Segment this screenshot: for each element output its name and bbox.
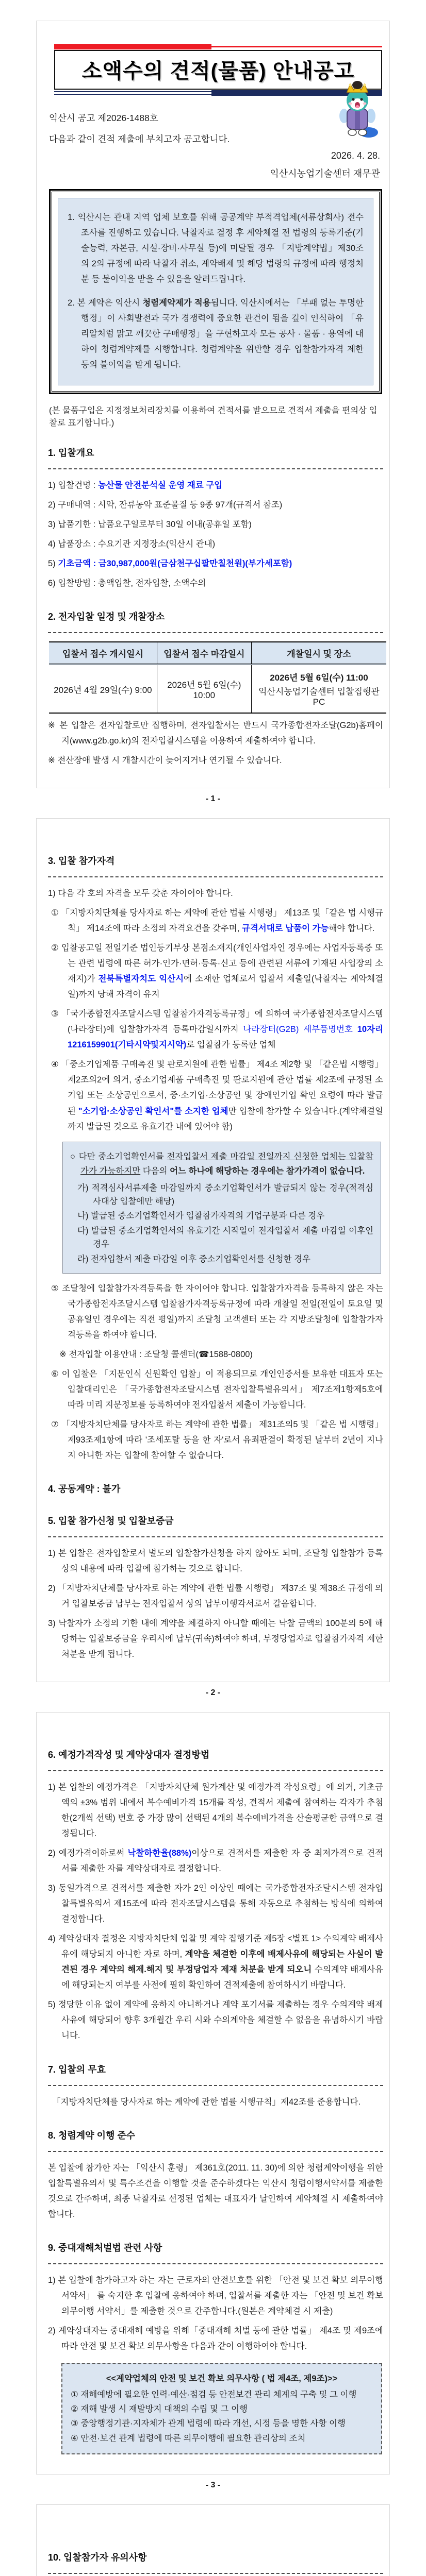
cell-opening xyxy=(251,665,386,714)
text-segment: 2) 계약상대자는 중대재해 예방을 위해「중대재해 처벌 등에 관한 법률」 제4조 및 제9조에 따라 안전 및 보건 확보 의무사항을 다음과 같이 이행하여야 합니다. xyxy=(48,2326,383,2351)
page-2 xyxy=(36,818,390,1682)
qualification-intro xyxy=(48,886,383,901)
text-segment: 청렴계약제가 적용 xyxy=(142,298,211,308)
text-segment: 라) 전자입찰서 제출 마감일 이후 중소기업확인서를 신청한 경우 xyxy=(77,1254,310,1264)
schedule-header-row xyxy=(49,642,386,665)
text-segment: ○ 다만 중소기업확인서를 xyxy=(70,1151,167,1161)
text-segment: 1) 다음 각 호의 자격을 모두 갖춘 자이어야 합니다. xyxy=(48,889,233,899)
qualification-6 xyxy=(51,1366,383,1413)
text-segment: 농산물 안전분석실 운영 재료 구입 xyxy=(97,481,223,490)
text-segment: ② 재해 발생 시 재발방지 대책의 수립 및 그 이행 xyxy=(71,2404,248,2414)
text-segment: 1. 익산시는 관내 지역 업체 보호를 위해 공공계약 부적격업체(서류상회사) 전수 조사를 진행하고 있습니다. 낙찰자로 결정 후 계약체결 전 법령의 등록기준(기술능력, 자본금, 시설·장비·사무실 등)에 미달될 경우 「지방계약법」제30조의 2의 규정에 따라 낙찰자 취소, 계약배제 및 해당 법령의 규정에 따라 행정처분 등 불이익을 받을 수 있음을 알려드립니다. xyxy=(68,213,364,284)
text-segment: 4) 납품장소 : 수요기관 지정장소(익산시 관내) xyxy=(48,539,216,549)
qualification-7 xyxy=(51,1417,383,1463)
notice-date: 2026. 4. 28. xyxy=(331,150,380,161)
section-8-heading: 8. 청렴계약 이행 준수 xyxy=(48,2130,136,2141)
text-segment: 3) 낙찰자가 소정의 기한 내에 계약을 체결하지 아니할 때에는 낙찰 금액의 100분의 5에 해당하는 입찰보증금을 우리시에 납부(귀속)하여야 하며, 부정당업자로 입찰참가자격 제한 처분을 받게 됩니다. xyxy=(48,1619,383,1659)
text-segment: ① 「지방자치단체를 당사자로 하는 계약에 관한 법률 시행령」 제13조 및「같은 법 시행규칙」 제14조에 따라 소정의 자격요건을 갖추며, xyxy=(51,908,383,934)
text-segment: 전북특별자치도 익산시 xyxy=(98,974,184,984)
schedule-table xyxy=(49,641,386,714)
text-segment: 계약을 체결한 이후에 배제사유에 해당되는 사실이 발견된 경우 계약의 해제.해지 및 부정당업자 제재 처분을 받게 되오니 xyxy=(61,1950,383,1975)
text-segment: ⑤ 조달청에 입찰참가자격등록을 한 자이어야 합니다. 입찰참가자격을 등록하지 않은 자는 국가종합전자조달시스템 입찰참가자격등록규정에 따라 개찰일 전일(전일이 토요일 및 공휴일인 경우에는 직전 평일)까지 조달청 고객센터 또는 각 지방조달청에 입찰참가자격등록을 하여야 합니다. xyxy=(51,1283,383,1340)
safety-obligation-box xyxy=(61,2363,382,2455)
text-segment: "소기업·소상공인 확인서"를 소지한 업체 xyxy=(78,1106,228,1116)
text-segment: ⑦ 「지방자치단체를 당사자로 하는 계약에 관한 법률」 제31조의5 및 「같은 법 시행령」 제93조제1항에 따라 '조세포탈 등을 한 자'로서 유죄판결이 확정된 날부터 2년이 지나지 아니한 자는 입찰에 참여할 수 없습니다. xyxy=(51,1420,383,1461)
text-segment: 3) 납품기한 : 납품요구일로부터 30일 이내(공휴일 포함) xyxy=(48,520,252,530)
text-segment: 5) 정당한 이유 없이 계약에 응하지 아니하거나 계약 포기서를 제출하는 경우 수의계약 배제사유에 해당되어 향후 3개월간 우리 시와 수의계약을 체결할 수 없음을 유념하시기 바랍니다. xyxy=(48,2000,383,2041)
sme-certificate-box xyxy=(62,1142,381,1274)
purchase-detail xyxy=(48,497,383,513)
safety-box-item-2 xyxy=(71,2402,373,2416)
text-segment: ※ 본 입찰은 전자입찰로만 집행하며, 전자입찰서는 반드시 국가종합전자조달(G2b)홈페이지(www.g2b.go.kr)의 전자입찰시스템을 이용하여 제출하여야 합니다. xyxy=(48,721,383,746)
text-segment: 만 입찰에 참가할 수 있습니다.(계약체결일까지 발급된 것으로 유효기간 내에 있어야 함) xyxy=(68,1106,383,1131)
text-segment: 가) 적격심사서류제출 마감일까지 중소기업확인서가 발급되지 않는 경우(적격심사대상 입찰에만 해당) xyxy=(77,1183,373,1207)
text-segment: 수의계약 배제사유에 해당되는지 여부를 사전에 필히 확인하여 견적제출에 참여하시기 바랍니다. xyxy=(61,1965,383,1990)
banner-top-bars xyxy=(54,44,382,49)
schedule-data-row xyxy=(49,665,386,714)
intro-line: 다음과 같이 견적 제출에 부치고자 공고합니다. xyxy=(49,134,230,144)
text-segment: ※ 전자입찰 이용안내 : 조달청 콜센터(☎1588-0800) xyxy=(59,1350,253,1360)
qualification-5 xyxy=(51,1281,383,1343)
qualification-1 xyxy=(51,905,383,936)
pricing-item-3 xyxy=(48,1880,383,1927)
section-6-rule xyxy=(48,1770,383,1771)
section-6-heading: 6. 예정가격작성 및 계약상대자 결정방법 xyxy=(48,1750,210,1760)
section-3-heading: 3. 입찰 참가자격 xyxy=(48,856,115,867)
section-8-rule xyxy=(48,2151,383,2152)
page-number-2: - 2 - xyxy=(205,1688,221,1698)
text-segment: 2) 예정가격이하로써 xyxy=(48,1849,128,1858)
qualification-2 xyxy=(51,940,383,1002)
deposit-item-2 xyxy=(48,1581,383,1612)
safety-box-item-1 xyxy=(71,2388,373,2401)
schedule-note-1 xyxy=(48,718,383,749)
text-segment: ⑥ 이 입찰은 「지문인식 신원확인 입찰」이 적용되므로 개인인증서를 보유한 대표자 또는 입찰대리인은 「국가종합전자조달시스템 전자입찰특별유의서」 제7조제1항제5호에 따라 미리 지문정보를 등록하여야 전자입찰서 제출이 가능합니다. xyxy=(51,1369,383,1410)
section-10-heading: 10. 입찰참가자 유의사항 xyxy=(48,2552,147,2563)
integrity-body xyxy=(48,2160,383,2222)
text-segment: 5) xyxy=(48,559,58,569)
section-5-rule xyxy=(48,1536,383,1537)
text-segment: 2) 「지방자치단체를 당사자로 하는 계약에 관한 법률 시행령」 제37조 및 제38조 규정에 의거 입찰보증금 납부는 전자입찰서 상의 납부이행각서로서 갈음합니다. xyxy=(48,1584,383,1609)
pricing-item-1 xyxy=(48,1780,383,1841)
base-amount xyxy=(48,556,383,571)
paren-note: (본 물품구입은 지정정보처리장치를 이용하여 견적서를 받으므로 견적서 제출을 편의상 입찰로 표기합니다.) xyxy=(49,406,378,428)
section-3-rule xyxy=(48,876,383,877)
sme-box-case-ra xyxy=(77,1252,373,1266)
text-segment: 전자입찰서 제출 마감일 전일까지 신청한 업체는 입찰참가가 가능하지만 xyxy=(80,1151,373,1176)
text-segment: ③ 「국가종합전자조달시스템 입찰참가자격등록규정」에 의하여 국가종합전자조달시스템(나라장터)에 입찰참가자격 등록마감일시까지 xyxy=(51,1009,383,1035)
opening-datetime: 2026년 5월 6일(수) 11:00 xyxy=(270,673,368,683)
page-4 xyxy=(36,2504,390,2576)
text-segment: 1) 본 입찰의 예정가격은 「지방자치단체 원가계산 및 예정가격 작성요령」에 의거, 기초금액의 ±3% 범위 내에서 복수예비가격 15개를 작성, 견적서 제출에 참여하는 각자가 추첨한(2개씩 선택) 번호 중 가장 많이 선택된 4개의 복수예비가격을 산술평균한 금액으로 결정됩니다. xyxy=(48,1783,383,1839)
bid-method xyxy=(48,575,383,591)
text-segment: ① 재해예방에 필요한 인력·예산·점검 등 안전보건 관리 체계의 구축 및 그 이행 xyxy=(71,2389,357,2399)
safety-item-2 xyxy=(48,2323,383,2354)
section-7-heading: 7. 입찰의 무효 xyxy=(48,2064,106,2075)
text-segment: 3) 동일가격으로 견적서를 제출한 자가 2인 이상인 때에는 국가종합전자조달시스템 전자입찰특별유의서 제15조에 따라 전자조달시스템을 통해 자동으로 추첨하는 방식에 의하여 결정합니다. xyxy=(48,1884,383,1924)
section-9-rule xyxy=(48,2263,383,2264)
col-open-start: 입찰서 접수 개시일시 xyxy=(49,642,157,665)
section-2-heading: 2. 전자입찰 일정 및 개찰장소 xyxy=(48,612,165,622)
text-segment: ※ 전산장애 발생 시 개찰시간이 늦어지거나 연기될 수 있습니다. xyxy=(48,756,282,766)
schedule-note-2 xyxy=(48,753,383,768)
invalid-bid-body xyxy=(48,2094,383,2110)
page-number-1: - 1 - xyxy=(205,794,221,804)
text-segment: 규격서대로 납품이 가능 xyxy=(241,924,329,934)
col-opening: 개찰일시 및 장소 xyxy=(251,642,386,665)
sme-box-case-da xyxy=(77,1224,373,1251)
page-number-3: - 3 - xyxy=(205,2481,221,2490)
issuer: 익산시농업기술센터 재무관 xyxy=(270,168,380,179)
gov-notice-number: 익산시 공고 제2026-1488호 xyxy=(49,113,158,123)
page-3 xyxy=(36,1712,390,2475)
cell-start: 2026년 4월 29일(수) 9:00 xyxy=(49,665,157,714)
text-segment: 기초금액 : 금30,987,000원(금삼천구십팔만칠천원)(부가세포함) xyxy=(58,559,292,569)
text-segment: 2) 구매내역 : 시약, 잔류농약 표준물질 등 9종 97개(규격서 참조) xyxy=(48,500,283,510)
text-segment: 1) 본 입찰에 참가하고자 하는 자는 근로자의 안전보호를 위한 「안전 및 보건 확보 의무이행 서약서」 를 숙지한 후 입찰에 응하여야 하며, 입찰서를 제출한 자는 「안전 및 보건 확보 의무이행 서약서」를 제출한 것으로 간주합니다.(원본은 계약체결 시 제출) xyxy=(48,2275,383,2316)
col-open-end: 입찰서 접수 마감일시 xyxy=(157,642,251,665)
section-4-heading: 4. 공동계약 : 불가 xyxy=(48,1484,121,1495)
text-segment: 다음의 xyxy=(140,1166,170,1176)
text-segment: 「지방자치단체를 당사자로 하는 계약에 관한 법률 시행규칙」제42조를 준용합니다. xyxy=(52,2097,361,2107)
text-segment: 어느 하나에 해당하는 경우에는 참가가격이 없습니다. xyxy=(170,1166,365,1176)
integrity-notice-panel xyxy=(58,198,373,385)
section-10-rule xyxy=(48,2573,383,2574)
qualification-4 xyxy=(51,1057,383,1134)
text-segment: 다) 발급된 중소기업확인서의 유효기간 시작일이 전자입찰서 제출 마감일 이후인 경우 xyxy=(77,1226,373,1249)
safety-box-title: <<계약업체의 안전 및 보건 확보 의무사항 ( 법 제4조, 제9조)>> xyxy=(106,2374,338,2383)
pricing-item-4 xyxy=(48,1931,383,1993)
cell-end: 2026년 5월 6일(수) 10:00 xyxy=(157,665,251,714)
delivery-deadline xyxy=(48,517,383,532)
text-segment: 4) 계약상대자 결정은 지방자치단체 입찰 및 계약 집행기준 제5장 <별표 1> 수의계약 배제사유에 해당되지 아니한 자로 하며, xyxy=(48,1934,383,1959)
text-segment: 2. 본 계약은 익산시 xyxy=(68,298,143,308)
notice-item-1 xyxy=(68,210,364,287)
text-segment: ④ 「중소기업제품 구매촉진 및 판로지원에 관한 법률」 제4조 제2항 및 「같은법 시행령」 제2조의2에 의거, 중소기업제품 구매촉진 및 판로지원에 관한 법률 제2조에 규정된 소기업 또는 소상공인으로서, 중·소기업·소상공인 및 장애인기업 확인 요령에 따라 발급된 xyxy=(51,1060,383,1116)
safety-box-item-3 xyxy=(71,2417,373,2430)
qualification-5-note xyxy=(59,1347,383,1362)
deposit-item-3 xyxy=(48,1616,383,1662)
section-1-rule xyxy=(48,468,383,469)
section-2-rule xyxy=(48,632,383,633)
sme-box-case-ga xyxy=(77,1181,373,1209)
red-bar xyxy=(54,44,211,49)
text-segment: 6) 입찰방법 : 총액입찰, 전자입찰, 소액수의 xyxy=(48,579,206,588)
text-segment: ④ 안전·보건 관계 법령에 따른 의무이행에 필요한 관리상의 조치 xyxy=(71,2433,306,2443)
notice-item-2 xyxy=(68,295,364,372)
pricing-item-5 xyxy=(48,1997,383,2043)
deposit-item-1 xyxy=(48,1546,383,1577)
text-segment: 로 입찰참가 등록한 업체 xyxy=(186,1040,276,1050)
iksan-mascot-illustration xyxy=(333,79,382,141)
section-7-rule xyxy=(48,2085,383,2086)
opening-place: 익산시농업기술센터 입찰집행관PC xyxy=(258,687,380,707)
text-segment: 에 소재한 업체로서 입찰서 제출일(낙찰자는 계약체결일)까지 당해 자격이 유지 xyxy=(68,974,384,999)
text-segment: 됩니다. 익산시에서는 「부패 없는 투명한 행정」이 사회발전과 국가 경쟁력에 중요한 관건이 됨을 깊이 인식하여 「유리알처럼 맑고 깨끗한 구매행정」을 구현하고자 모든 공사 · 물품 · 용역에 대하여 청렴계약제를 시행합니다. 청렴계약을 위반할 경우 입찰참가자격 제한 등의 불이익을 받게 됩니다. xyxy=(81,298,364,370)
text-segment: 나) 발급된 중소기업확인서가 입찰참가자격의 기업구분과 다른 경우 xyxy=(77,1211,325,1221)
section-9-heading: 9. 중대재해처벌법 관련 사항 xyxy=(48,2242,162,2253)
section-5-heading: 5. 입찰 참가신청 및 입찰보증금 xyxy=(48,1516,174,1527)
text-segment: ③ 중앙행정기관·지자체가 관계 법령에 따라 개선, 시정 등을 명한 사항 이행 xyxy=(71,2419,346,2429)
qualification-3 xyxy=(51,1006,383,1053)
text-segment: 나라장터(G2B) 세부품명번호 xyxy=(243,1025,357,1035)
navy-double-line xyxy=(54,91,211,95)
page-title: 소액수의 견적(물품) 안내공고 xyxy=(81,60,355,82)
sme-box-case-na xyxy=(77,1209,373,1223)
delivery-place xyxy=(48,536,383,552)
text-segment: 이상으로 견적서를 제출한 자 중 최저가격으로 견적서를 제출한 자를 계약상대자로 결정합니다. xyxy=(61,1849,383,1874)
mascot-graphic xyxy=(333,79,382,139)
section-1-heading: 1. 입찰개요 xyxy=(48,448,94,459)
bid-name xyxy=(48,478,383,493)
sme-box-lead xyxy=(70,1149,373,1178)
text-segment: 1) 본 입찰은 전자입찰로서 별도의 입찰참가신청을 하지 않아도 되며, 조달청 입찰참가 등록상의 내용에 따라 입찰에 참가하는 것으로 합니다. xyxy=(48,1549,383,1574)
text-segment: 본 입찰에 참가한 자는 「익산시 훈령」 제361호(2011. 11. 30)에 의한 청렴계약이행을 위한 입찰특별유의서 및 특수조건을 이행할 것을 준수하겠다는 익산시 청렴이행서약서를 제출한 것으로 간주하며, 최종 낙찰자로 선정된 업체는 대표자가 날인하여 계약체결 시 제출하여야 합니다. xyxy=(48,2163,383,2219)
text-segment: 10자리 1216159901(기타시약및지시약) xyxy=(68,1025,383,1050)
pricing-item-2 xyxy=(48,1845,383,1876)
text-segment: ② 입찰공고일 전일기준 법인등기부상 본점소재지(개인사업자인 경우에는 사업자등록증 또는 관련 법령에 따른 허가·인가·면허·등록·신고 등에 관련된 서류에 기재된 사업장의 소재지)가 xyxy=(51,943,383,984)
text-segment: 낙찰하한율(88%) xyxy=(127,1849,192,1858)
red-line xyxy=(211,46,382,47)
page-1 xyxy=(36,21,390,788)
safety-box-item-4 xyxy=(71,2432,373,2445)
integrity-notice-box xyxy=(49,189,382,394)
text-segment: 1) 입찰건명 : xyxy=(48,481,98,490)
text-segment: 해야 합니다. xyxy=(329,924,375,934)
safety-item-1 xyxy=(48,2273,383,2319)
